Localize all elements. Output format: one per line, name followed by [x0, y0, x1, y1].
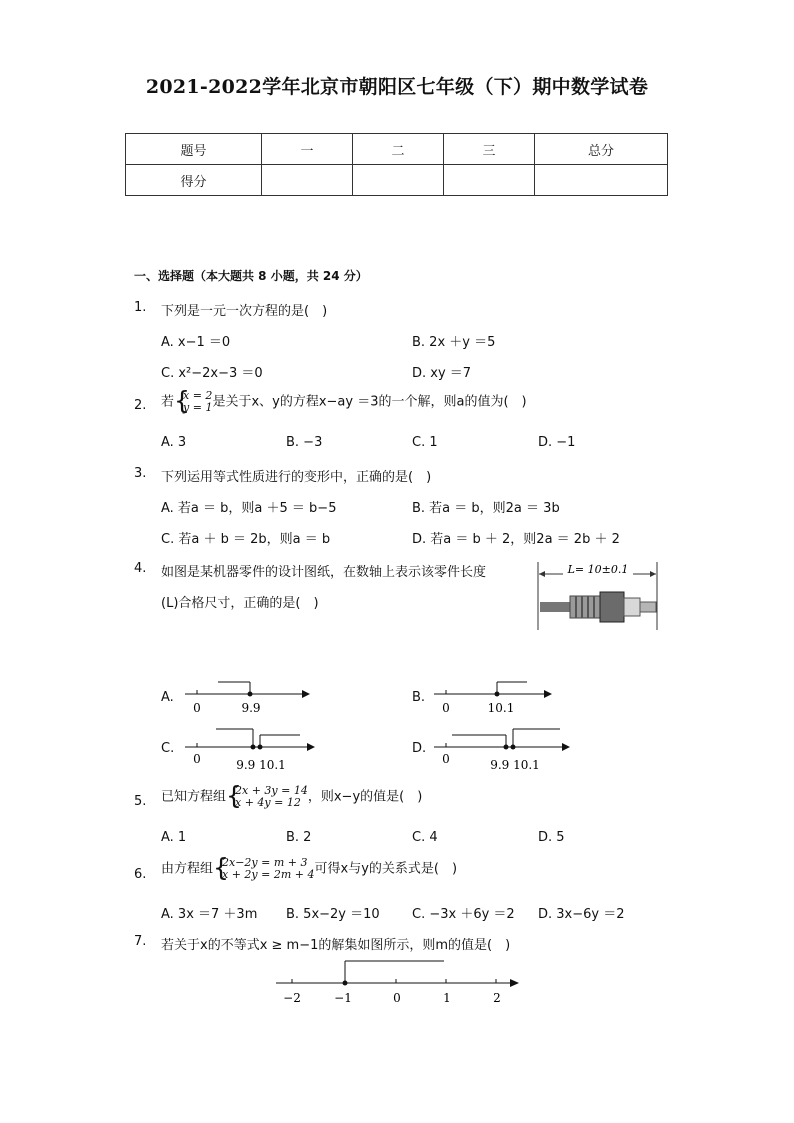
question-stem: 下列是一元一次方程的是( ) — [161, 304, 328, 319]
question-number: 3. — [134, 466, 147, 481]
option-a[interactable]: A. 3x ＝7 ＋3m — [161, 907, 258, 922]
option-b[interactable]: B. 2x ＋y ＝5 — [412, 335, 496, 350]
equation-system — [213, 857, 314, 881]
score-cell[interactable] — [535, 165, 668, 196]
option-a[interactable]: A. — [161, 690, 174, 705]
equation: x + 4y = 12 — [235, 796, 301, 809]
equation: { x = 2 — [183, 389, 213, 402]
tick-label: 9.9 — [241, 701, 261, 715]
question-number: 4. — [134, 561, 147, 576]
option-b[interactable]: B. 2 — [286, 830, 312, 845]
question-stem — [161, 785, 422, 809]
table-row — [126, 165, 668, 196]
question-number: 1. — [134, 300, 147, 315]
option-d[interactable]: D. 3x−6y ＝2 — [538, 907, 625, 922]
number-line-q7 — [272, 955, 527, 1010]
question-stem: 如图是某机器零件的设计图纸，在数轴上表示该零件长度 — [161, 565, 487, 580]
question-number: 5. — [134, 794, 147, 809]
equation: y = 1 — [183, 401, 213, 414]
tick-label: 10.1 — [487, 701, 515, 715]
score-cell[interactable] — [444, 165, 535, 196]
stem-text: ，则x−y的值是( ) — [307, 789, 423, 805]
page-title: 2021-2022学年北京市朝阳区七年级（下）期中数学试卷 — [145, 76, 649, 98]
option-c[interactable]: C. x²−2x−3 ＝0 — [161, 366, 263, 381]
option-c[interactable]: C. 1 — [412, 435, 438, 450]
option-d[interactable]: D. −1 — [538, 435, 576, 450]
tick-label: −2 — [283, 991, 301, 1005]
table-cell: 二 — [353, 134, 444, 165]
tick-label: 0 — [193, 701, 201, 715]
option-d[interactable]: D. xy ＝7 — [412, 366, 472, 381]
table-cell: 总分 — [535, 134, 668, 165]
score-table — [125, 133, 668, 196]
tick-label: 0 — [393, 991, 401, 1005]
option-c[interactable]: C. — [161, 741, 175, 756]
table-row — [126, 134, 668, 165]
equation-system — [226, 785, 308, 809]
table-cell: 题号 — [126, 134, 262, 165]
tick-label: 0 — [442, 752, 450, 766]
option-a[interactable]: A. x−1 ＝0 — [161, 335, 231, 350]
option-a[interactable]: A. 1 — [161, 830, 187, 845]
stem-text: 若 — [161, 394, 175, 410]
table-cell: 三 — [444, 134, 535, 165]
question-stem: 若关于x的不等式x ≥ m−1的解集如图所示，则m的值是( ) — [161, 938, 511, 953]
option-b[interactable]: B. 若a ＝ b，则2a ＝ 3b — [412, 501, 560, 516]
option-c[interactable]: C. 若a ＋ b ＝ 2b，则a ＝ b — [161, 532, 331, 547]
table-cell: 得分 — [126, 165, 262, 196]
number-line-b[interactable] — [432, 672, 557, 717]
section-heading: 一、选择题（本大题共 8 小题，共 24 分） — [134, 269, 368, 283]
option-a[interactable]: A. 若a ＝ b，则a ＋5 ＝ b−5 — [161, 501, 337, 516]
stem-text: 可得x与y的关系式是( ) — [314, 861, 458, 877]
option-b[interactable]: B. 5x−2y ＝10 — [286, 907, 380, 922]
question-number: 2. — [134, 398, 147, 413]
option-b[interactable]: B. — [412, 690, 426, 705]
stem-text: 已知方程组 — [161, 789, 227, 805]
number-line-c[interactable] — [183, 722, 323, 772]
option-d[interactable]: D. — [412, 741, 427, 756]
stem-text: 是关于x、y的方程x−ay ＝3的一个解，则a的值为( ) — [212, 394, 527, 410]
score-cell[interactable] — [262, 165, 353, 196]
tick-label: 0 — [193, 752, 201, 766]
spark-plug-figure — [535, 556, 661, 632]
tick-label: 9.9 10.1 — [236, 758, 286, 772]
score-cell[interactable] — [353, 165, 444, 196]
tick-label: −1 — [334, 991, 352, 1005]
option-c[interactable]: C. 4 — [412, 830, 438, 845]
equation: x + 2y = 2m + 4 — [222, 868, 315, 881]
question-stem — [161, 390, 527, 414]
tick-label: 2 — [493, 991, 501, 1005]
option-c[interactable]: C. −3x ＋6y ＝2 — [412, 907, 515, 922]
option-d[interactable]: D. 5 — [538, 830, 565, 845]
tick-label: 0 — [442, 701, 450, 715]
table-cell: 一 — [262, 134, 353, 165]
option-d[interactable]: D. 若a ＝ b ＋ 2，则2a ＝ 2b ＋ 2 — [412, 532, 620, 547]
equation: { 2x + 3y = 14 — [235, 784, 308, 797]
option-a[interactable]: A. 3 — [161, 435, 187, 450]
option-b[interactable]: B. −3 — [286, 435, 323, 450]
figure-label: L= 10±0.1 — [567, 563, 629, 576]
tick-label: 9.9 10.1 — [490, 758, 540, 772]
question-stem: (L)合格尺寸，正确的是( ) — [161, 596, 319, 611]
question-number: 7. — [134, 934, 147, 949]
tick-label: 1 — [443, 991, 451, 1005]
equation-system — [174, 390, 212, 414]
number-line-a[interactable] — [183, 672, 313, 717]
question-stem: 下列运用等式性质进行的变形中，正确的是( ) — [161, 470, 432, 485]
question-stem — [161, 857, 457, 881]
stem-text: 由方程组 — [161, 861, 214, 877]
equation: { 2x−2y = m + 3 — [222, 856, 308, 869]
question-number: 6. — [134, 867, 147, 882]
number-line-d[interactable] — [432, 722, 577, 772]
